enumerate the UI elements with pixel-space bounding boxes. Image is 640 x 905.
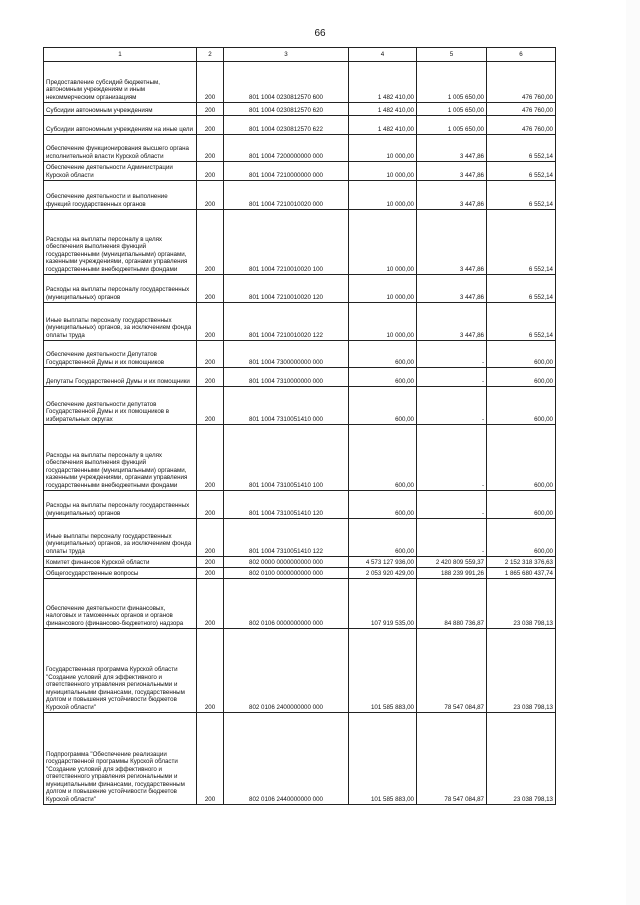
header-col-4: 4 bbox=[349, 48, 417, 62]
row-col5: - bbox=[417, 341, 487, 368]
header-col-1: 1 bbox=[44, 48, 197, 62]
row-col4: 107 919 535,00 bbox=[349, 579, 417, 629]
row-name: Расходы на выплаты персоналу государственных (муниципальных) органов bbox=[44, 491, 197, 519]
row-col6: 6 552,14 bbox=[487, 275, 556, 303]
row-col4: 600,00 bbox=[349, 341, 417, 368]
row-col5: 84 880 736,87 bbox=[417, 579, 487, 629]
row-col5: 3 447,86 bbox=[417, 162, 487, 181]
row-col5: 3 447,86 bbox=[417, 135, 487, 162]
row-code: 801 1004 7210010020 000 bbox=[224, 181, 349, 210]
table-row bbox=[44, 368, 556, 387]
row-code: 801 1004 7210000000 000 bbox=[224, 162, 349, 181]
row-code: 801 1004 7210010020 100 bbox=[224, 210, 349, 275]
table-row bbox=[44, 579, 556, 629]
table-row bbox=[44, 557, 556, 568]
row-name: Субсидии автономным учреждениям на иные цели bbox=[44, 116, 197, 135]
row-gr: 200 bbox=[197, 135, 224, 162]
row-col4: 101 585 883,00 bbox=[349, 629, 417, 713]
row-code: 801 1004 7210010020 120 bbox=[224, 275, 349, 303]
row-col6: 6 552,14 bbox=[487, 303, 556, 341]
row-col6: 6 552,14 bbox=[487, 135, 556, 162]
row-col5: 1 005 650,00 bbox=[417, 103, 487, 116]
row-name: Предоставление субсидий бюджетным, автономным учреждениям и иным некоммерческим организациям bbox=[44, 62, 197, 103]
row-code: 801 1004 7310051410 122 bbox=[224, 519, 349, 557]
row-name: Обеспечение деятельности Депутатов Государственной Думы и их помощников bbox=[44, 341, 197, 368]
row-col5: - bbox=[417, 519, 487, 557]
row-gr: 200 bbox=[197, 519, 224, 557]
table-row bbox=[44, 519, 556, 557]
row-col6: 23 038 798,13 bbox=[487, 713, 556, 805]
table-row bbox=[44, 181, 556, 210]
row-gr: 200 bbox=[197, 275, 224, 303]
row-col6: 600,00 bbox=[487, 341, 556, 368]
row-col6: 476 760,00 bbox=[487, 116, 556, 135]
row-gr: 200 bbox=[197, 568, 224, 579]
row-col4: 10 000,00 bbox=[349, 181, 417, 210]
row-gr: 200 bbox=[197, 303, 224, 341]
header-col-3: 3 bbox=[224, 48, 349, 62]
row-code: 802 0106 0000000000 000 bbox=[224, 579, 349, 629]
table-row bbox=[44, 210, 556, 275]
row-code: 802 0000 0000000000 000 bbox=[224, 557, 349, 568]
row-col6: 476 760,00 bbox=[487, 103, 556, 116]
row-col5: - bbox=[417, 368, 487, 387]
row-code: 801 1004 0230812570 620 bbox=[224, 103, 349, 116]
row-code: 801 1004 0230812570 622 bbox=[224, 116, 349, 135]
row-gr: 200 bbox=[197, 425, 224, 491]
row-gr: 200 bbox=[197, 181, 224, 210]
row-gr: 200 bbox=[197, 557, 224, 568]
row-name: Обеспечение деятельности финансовых, налоговых и таможенных органов и органов финансового (финансово-бюджетного) надзора bbox=[44, 579, 197, 629]
row-col6: 2 152 318 376,63 bbox=[487, 557, 556, 568]
row-col5: 1 005 650,00 bbox=[417, 62, 487, 103]
row-col4: 600,00 bbox=[349, 387, 417, 425]
row-col5: 188 239 991,26 bbox=[417, 568, 487, 579]
row-col4: 10 000,00 bbox=[349, 210, 417, 275]
row-name: Иные выплаты персоналу государственных (муниципальных) органов, за исключением фонда оплаты труда bbox=[44, 519, 197, 557]
row-col4: 600,00 bbox=[349, 519, 417, 557]
row-col5: - bbox=[417, 425, 487, 491]
row-col6: 23 038 798,13 bbox=[487, 579, 556, 629]
row-code: 801 1004 7310051410 000 bbox=[224, 387, 349, 425]
row-col5: 1 005 650,00 bbox=[417, 116, 487, 135]
row-gr: 200 bbox=[197, 629, 224, 713]
row-gr: 200 bbox=[197, 210, 224, 275]
row-col4: 2 053 920 429,00 bbox=[349, 568, 417, 579]
row-col4: 1 482 410,00 bbox=[349, 62, 417, 103]
table-row bbox=[44, 713, 556, 805]
row-name: Государственная программа Курской области "Создание условий для эффективного и ответственного управления региональными и муниципальными финансами, государственным долгом и повышения устойчивости бюджетов Курской области" bbox=[44, 629, 197, 713]
row-col6: 600,00 bbox=[487, 387, 556, 425]
row-col4: 101 585 883,00 bbox=[349, 713, 417, 805]
row-col5: 2 420 809 559,37 bbox=[417, 557, 487, 568]
header-col-5: 5 bbox=[417, 48, 487, 62]
row-gr: 200 bbox=[197, 103, 224, 116]
row-name: Расходы на выплаты персоналу государственных (муниципальных) органов bbox=[44, 275, 197, 303]
row-gr: 200 bbox=[197, 368, 224, 387]
header-col-6: 6 bbox=[487, 48, 556, 62]
row-col4: 10 000,00 bbox=[349, 275, 417, 303]
table-row bbox=[44, 387, 556, 425]
table-row bbox=[44, 275, 556, 303]
scan-edge bbox=[626, 0, 640, 905]
row-name: Обеспечение функционирования высшего органа исполнительной власти Курской области bbox=[44, 135, 197, 162]
row-col5: - bbox=[417, 491, 487, 519]
row-name: Комитет финансов Курской области bbox=[44, 557, 197, 568]
row-col4: 1 482 410,00 bbox=[349, 103, 417, 116]
row-col6: 6 552,14 bbox=[487, 181, 556, 210]
table-row bbox=[44, 425, 556, 491]
table-row bbox=[44, 629, 556, 713]
row-col4: 600,00 bbox=[349, 491, 417, 519]
row-name: Общегосударственные вопросы bbox=[44, 568, 197, 579]
table-row bbox=[44, 303, 556, 341]
row-code: 801 1004 7310051410 100 bbox=[224, 425, 349, 491]
table-row bbox=[44, 162, 556, 181]
row-name: Депутаты Государственной Думы и их помощники bbox=[44, 368, 197, 387]
row-col4: 10 000,00 bbox=[349, 303, 417, 341]
table-row bbox=[44, 135, 556, 162]
row-gr: 200 bbox=[197, 116, 224, 135]
row-col5: 3 447,86 bbox=[417, 275, 487, 303]
row-col5: 78 547 084,87 bbox=[417, 629, 487, 713]
row-code: 801 1004 7300000000 000 bbox=[224, 341, 349, 368]
row-col4: 4 573 127 936,00 bbox=[349, 557, 417, 568]
row-name: Подпрограмма "Обеспечение реализации государственной программы Курской области "Создание условий для эффективного и ответственного управления региональными и муниципальными финансами, государственным долгом и повышение устойчивости бюджетов Курской области" bbox=[44, 713, 197, 805]
row-gr: 200 bbox=[197, 341, 224, 368]
page-number: 66 bbox=[314, 28, 326, 39]
row-name: Иные выплаты персоналу государственных (муниципальных) органов, за исключением фонда оплаты труда bbox=[44, 303, 197, 341]
row-gr: 200 bbox=[197, 62, 224, 103]
row-name: Обеспечение деятельности депутатов Государственной Думы и их помощников в избирательных округах bbox=[44, 387, 197, 425]
row-col5: 3 447,86 bbox=[417, 181, 487, 210]
table-row bbox=[44, 341, 556, 368]
row-col4: 10 000,00 bbox=[349, 135, 417, 162]
row-col4: 600,00 bbox=[349, 368, 417, 387]
row-col6: 600,00 bbox=[487, 425, 556, 491]
row-col6: 600,00 bbox=[487, 368, 556, 387]
row-gr: 200 bbox=[197, 162, 224, 181]
budget-table bbox=[43, 47, 556, 805]
row-col5: - bbox=[417, 387, 487, 425]
row-name: Субсидии автономным учреждениям bbox=[44, 103, 197, 116]
row-col4: 600,00 bbox=[349, 425, 417, 491]
row-code: 801 1004 7310000000 000 bbox=[224, 368, 349, 387]
row-name: Обеспечение деятельности Администрации Курской области bbox=[44, 162, 197, 181]
row-col6: 6 552,14 bbox=[487, 162, 556, 181]
row-col6: 476 760,00 bbox=[487, 62, 556, 103]
header-col-2: 2 bbox=[197, 48, 224, 62]
row-col6: 600,00 bbox=[487, 491, 556, 519]
row-code: 802 0100 0000000000 000 bbox=[224, 568, 349, 579]
row-name: Расходы на выплаты персоналу в целях обеспечения выполнения функций государственными (муниципальными) органами, казенными учреждениями, органами управления государственными внебюджетными фондами bbox=[44, 425, 197, 491]
row-col5: 3 447,86 bbox=[417, 210, 487, 275]
row-gr: 200 bbox=[197, 387, 224, 425]
row-gr: 200 bbox=[197, 491, 224, 519]
row-name: Обеспечение деятельности и выполнение функций государственных органов bbox=[44, 181, 197, 210]
row-col4: 1 482 410,00 bbox=[349, 116, 417, 135]
row-gr: 200 bbox=[197, 713, 224, 805]
row-col5: 78 547 084,87 bbox=[417, 713, 487, 805]
row-code: 801 1004 7200000000 000 bbox=[224, 135, 349, 162]
table-row bbox=[44, 62, 556, 103]
row-col6: 600,00 bbox=[487, 519, 556, 557]
table-row bbox=[44, 103, 556, 116]
table-row bbox=[44, 568, 556, 579]
row-col5: 3 447,86 bbox=[417, 303, 487, 341]
row-code: 802 0106 2400000000 000 bbox=[224, 629, 349, 713]
row-name: Расходы на выплаты персоналу в целях обеспечения выполнения функций государственными (муниципальными) органами, казенными учреждениями, органами управления государственными внебюджетными фондами bbox=[44, 210, 197, 275]
row-col6: 1 865 680 437,74 bbox=[487, 568, 556, 579]
row-code: 801 1004 7210010020 122 bbox=[224, 303, 349, 341]
row-code: 801 1004 7310051410 120 bbox=[224, 491, 349, 519]
table-row bbox=[44, 491, 556, 519]
row-col6: 6 552,14 bbox=[487, 210, 556, 275]
row-col4: 10 000,00 bbox=[349, 162, 417, 181]
row-code: 802 0106 2440000000 000 bbox=[224, 713, 349, 805]
row-gr: 200 bbox=[197, 579, 224, 629]
table-row bbox=[44, 116, 556, 135]
row-code: 801 1004 0230812570 600 bbox=[224, 62, 349, 103]
header-row bbox=[44, 48, 556, 62]
row-col6: 23 038 798,13 bbox=[487, 629, 556, 713]
